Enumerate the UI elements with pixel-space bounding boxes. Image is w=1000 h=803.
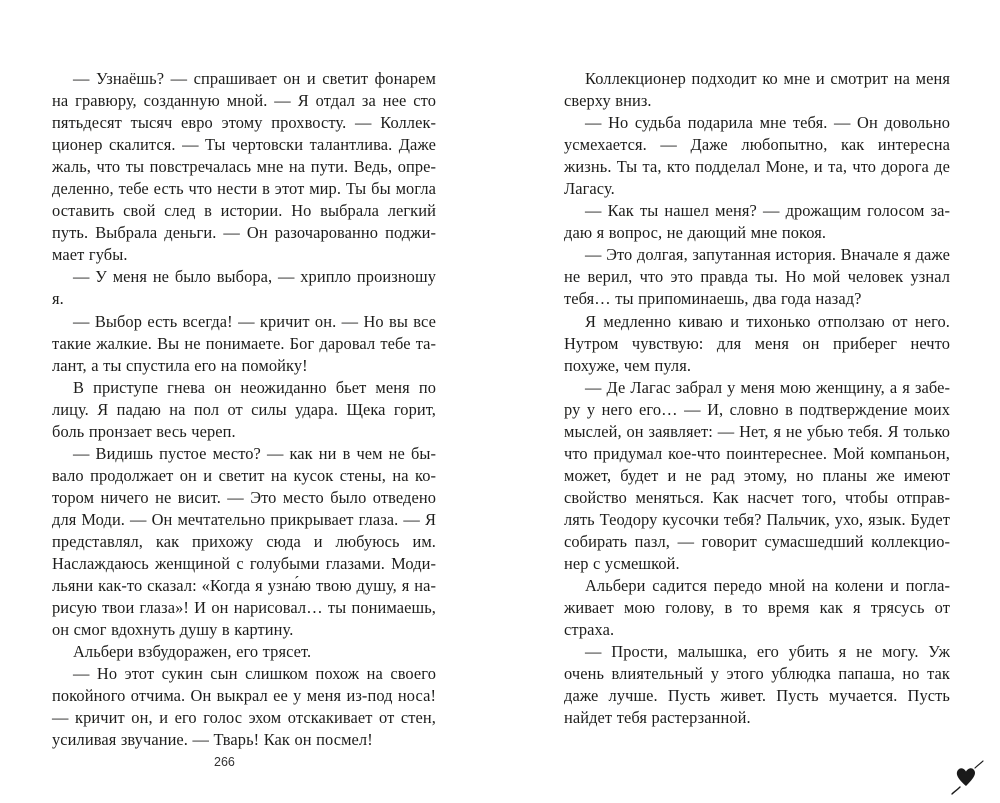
paragraph: — Выбор есть всегда! — кричит он. — Но вы все такие жалкие. Вы не понимаете. Бог даровал тебе талант, а ты спустила его на помойку! xyxy=(52,311,436,375)
heart-logo-icon xyxy=(946,756,986,796)
heart-flourish xyxy=(975,761,983,768)
paragraph: — Прости, малышка, его убить я не могу. Уж очень влиятельный у этого ублюдка папаша, но так даже лучше. Пусть живет. Пусть мучается. Пусть найдет тебя растерзанной. xyxy=(564,642,950,728)
page-number: 266 xyxy=(214,755,235,769)
paragraph: — Узнаёшь? — спрашивает он и светит фонарем на гравюру, созданную мной. — Я отдал за нее сто пятьдесят тысяч евро этому прохвосту. — Коллекционер скалится. — Ты чертовски талантлива. Даже жаль, что ты повстречалась мне на пути. Ведь, определенно, тебе есть что нести в этот мир. Ты бы могла оставить свой след в истории. Но выбрала легкий путь. Выбрала деньги. — Он разочарованно поджимает губы. xyxy=(52,69,436,265)
heart-tail xyxy=(952,787,960,794)
paragraph: — Как ты нашел меня? — дрожащим голосом задаю я вопрос, не дающий мне покоя. xyxy=(564,201,950,243)
left-page xyxy=(52,68,436,751)
paragraph: Я медленно киваю и тихонько отползаю от него. Нутром чувствую: для меня он приберег нечто похуже, чем пуля. xyxy=(564,311,950,375)
paragraph: — Но судьба подарила мне тебя. — Он довольно усмехается. — Даже любопытно, как интересна жизнь. Ты та, кто подделал Моне, и та, что дорога де Лагасу. xyxy=(564,113,950,199)
paragraph: — У меня не было выбора, — хрипло произношу я. xyxy=(52,267,436,309)
paragraph: В приступе гнева он неожиданно бьет меня по лицу. Я падаю на пол от силы удара. Щека горит, боль пронзает весь череп. xyxy=(52,377,436,441)
paragraph: — Видишь пустое место? — как ни в чем не бывало продолжает он и светит на кусок стены, на котором ничего не висит. — Это место было отведено для Моди. — Он мечтательно прикрывает глаза. — Я представлял, как прихожу сюда и любуюсь им. Наслаждаюсь женщиной с голубыми глазами. Модильяни как-то сказал: «Когда я узна́ю твою душу, я нарисую твои глаза»! И он нарисовал… ты понимаешь, он смог вдохнуть душу в картину. xyxy=(52,443,436,640)
paragraph: Альбери садится передо мной на колени и поглаживает мою голову, в то время как я трясусь от страха. xyxy=(564,576,950,640)
paragraph: — Это долгая, запутанная история. Вначале я даже не верил, что это правда ты. Но мой человек узнал тебя… ты припоминаешь, два года назад? xyxy=(564,245,950,309)
paragraph: — Де Лагас забрал у меня мою женщину, а я заберу у него его… — И, словно в подтверждение моих мыслей, он заявляет: — Нет, я не убью тебя. Я только что придумал кое-что поинтереснее. Мой компаньон, может, будет и не рад этому, но планы же имеют свойство меняться. Как насчет того, чтобы отправлять Теодору кусочки тебя? Пальчик, ухо, язык. Будет собирать пазл, — говорит сумасшедший коллекционер с усмешкой. xyxy=(564,377,950,574)
paragraph: Альбери взбудоражен, его трясет. xyxy=(73,642,312,662)
right-page xyxy=(564,68,950,729)
paragraph: Коллекционер подходит ко мне и смотрит на меня сверху вниз. xyxy=(564,69,950,111)
heart-shape xyxy=(957,768,975,786)
paragraph: — Но этот сукин сын слишком похож на своего покойного отчима. Он выкрал ее у меня из-под носа! — кричит он, и его голос эхом отскакивает от стен, усиливая звучание. — Тварь! Как он посмел! xyxy=(52,664,436,750)
